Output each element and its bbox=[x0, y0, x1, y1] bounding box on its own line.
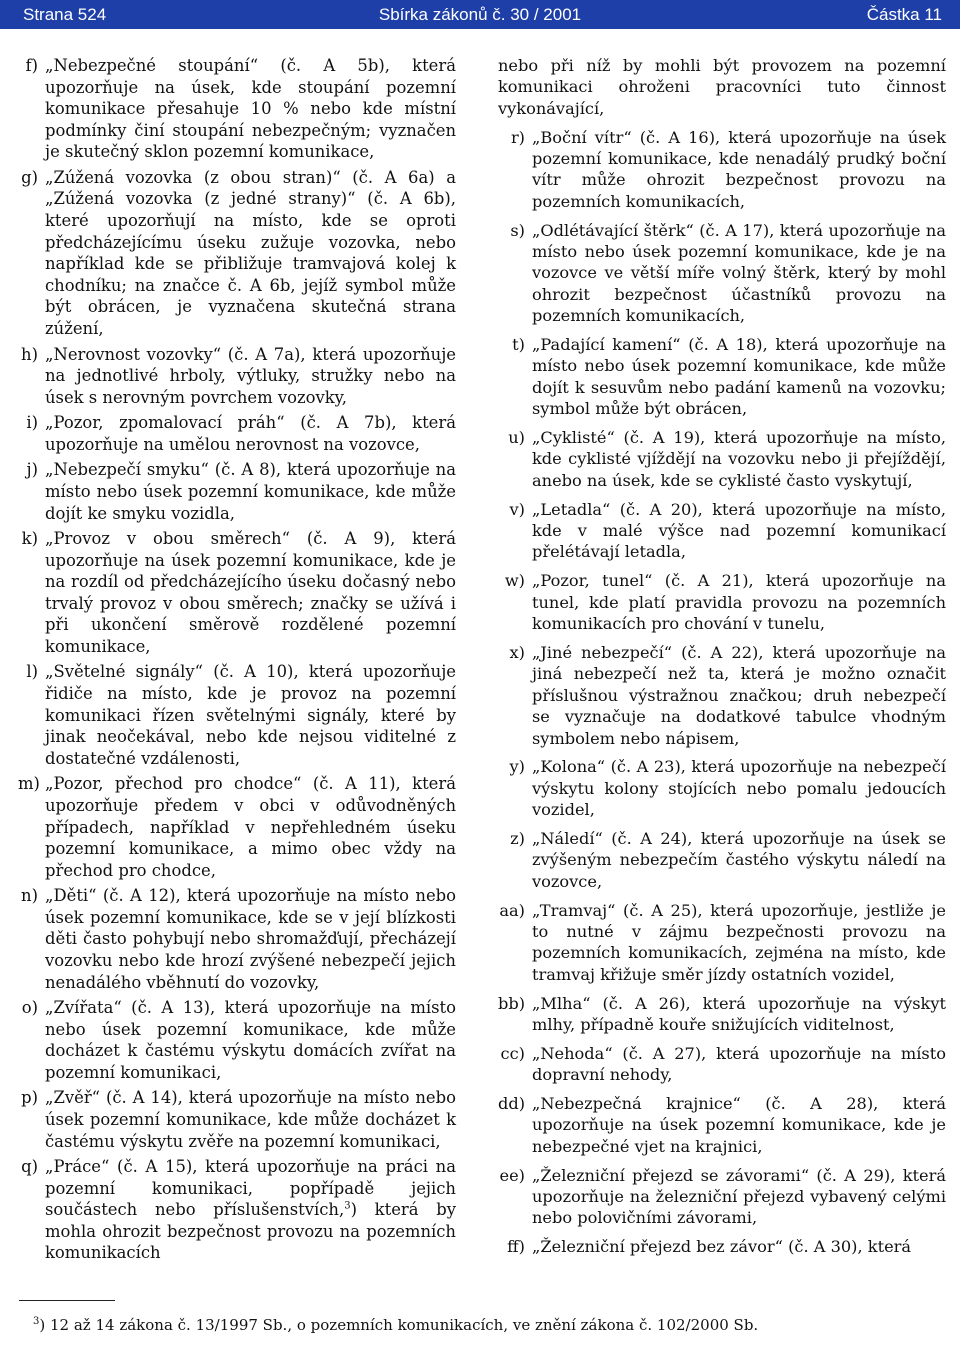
item-label: ee) bbox=[499, 1165, 525, 1185]
footnote-marker: 3 bbox=[33, 1316, 40, 1327]
item-text-part: „Práce“ (č. A 15), která upozorňuje na práci na pozemní komunikaci, popřípadě jejich součástech nebo příslušenstvích, bbox=[45, 1157, 456, 1220]
item-text: „Nebezpečí smyku“ (č. A 8), která upozorňuje na místo nebo úsek pozemní komunikace, kde může dojít ke smyku vozidla, bbox=[45, 460, 456, 523]
page-header bbox=[0, 0, 960, 29]
item-text: „Tramvaj“ (č. A 25), která upozorňuje, jestliže je to nutné v zájmu bezpečnosti provozu na pozemních komunikacích, zejména na místo, kde tramvaj křižuje směr jízdy ostatních vozidel, bbox=[532, 900, 946, 984]
list-item bbox=[498, 334, 946, 420]
page-number: Strana 524 bbox=[23, 5, 107, 24]
item-label: cc) bbox=[500, 1043, 525, 1063]
item-label: g) bbox=[21, 167, 38, 187]
item-text: „Letadla“ (č. A 20), která upozorňuje na místo, kde v malé výšce nad pozemní komunikací přelétávají letadla, bbox=[532, 499, 946, 562]
item-label: j) bbox=[26, 460, 38, 480]
item-text: „Nebezpečné stoupání“ (č. A 5b), která upozorňuje na úsek, kde stoupání pozemní komunikace přesahuje 10 % nebo kde místní podmínky činí stoupání nebezpečným; vyznačen je skutečný sklon pozemní komunikace, bbox=[45, 56, 456, 162]
item-text: „Železniční přejezd se závorami“ (č. A 29), která upozorňuje na železniční přejezd vybavený celými nebo polovičními závorami, bbox=[532, 1165, 946, 1228]
item-text: „Děti“ (č. A 12), která upozorňuje na místo nebo úsek pozemní komunikace, kde se v její blízkosti děti často pohybují nebo shromažďují, přecházejí vozovku nebo kde hrozí zvýšené nebezpečí jejich nenadálého vběhnutí do vozovky, bbox=[45, 886, 456, 992]
item-label: x) bbox=[509, 642, 525, 662]
item-label: v) bbox=[509, 499, 525, 519]
item-text: „Padající kamení“ (č. A 18), která upozorňuje na místo nebo úsek pozemní komunikace, kde může dojít k sesuvům nebo padání kamenů na vozovku; symbol může být obrácen, bbox=[532, 335, 946, 419]
list-item bbox=[498, 427, 946, 491]
list-item bbox=[18, 167, 456, 340]
list-item bbox=[18, 412, 456, 455]
footnote-text: ) 12 až 14 zákona č. 13/1997 Sb., o pozemních komunikacích, ve znění zákona č. 102/2000 Sb. bbox=[39, 1316, 759, 1334]
list-item bbox=[18, 997, 456, 1083]
right-column bbox=[498, 55, 946, 1258]
item-text: „Mlha“ (č. A 26), která upozorňuje na výskyt mlhy, případně kouře snižujících viditelnost, bbox=[532, 993, 946, 1034]
continuation-text: nebo při níž by mohli být provozem na pozemní komunikaci ohroženi pracovníci tuto činnost vykonávající, bbox=[498, 56, 946, 118]
item-text: „Zúžená vozovka (z obou stran)“ (č. A 6a) a „Zúžená vozovka (z jedné strany)“ (č. A 6b), které upozorňují na místo, kde se oproti předcházejícímu úseku zužuje vozovka, nebo například kde se přibližuje tramvajová kolej k chodníku; na značce č. A 6b, jejíž symbol může být obrácen, je vyznačena skutečná strana zúžení, bbox=[45, 167, 456, 339]
item-text: „Kolona“ (č. A 23), která upozorňuje na nebezpečí výskytu kolony stojících nebo pomalu jedoucích vozidel, bbox=[532, 757, 946, 820]
item-label: q) bbox=[21, 1157, 38, 1177]
item-label: h) bbox=[21, 344, 38, 364]
list-item bbox=[18, 773, 456, 881]
footnote bbox=[33, 1316, 758, 1334]
item-text: „Pozor, tunel“ (č. A 21), která upozorňuje na tunel, kde platí pravidla provozu na pozemních komunikacích pro chování v tunelu, bbox=[532, 571, 946, 634]
item-text: „Pozor, zpomalovací práh“ (č. A 7b), která upozorňuje na umělou nerovnost na vozovce, bbox=[45, 413, 456, 454]
left-column bbox=[18, 55, 456, 1264]
list-item bbox=[498, 900, 946, 986]
footnote-reference: 3 bbox=[344, 1200, 351, 1212]
item-label: z) bbox=[510, 828, 525, 848]
item-label: l) bbox=[26, 662, 38, 682]
item-text: „Cyklisté“ (č. A 19), která upozorňuje na místo, kde cyklisté vjíždějí na vozovku nebo ji přejíždějí, anebo na úsek, kde se cyklisté často vyskytují, bbox=[532, 428, 946, 490]
list-item bbox=[498, 642, 946, 749]
list-item bbox=[498, 1043, 946, 1086]
item-label: u) bbox=[508, 428, 525, 448]
item-text: „Nerovnost vozovky“ (č. A 7a), která upozorňuje na jednotlivé hrboly, výtluky, stružky nebo na úsek s nerovným povrchem vozovky, bbox=[45, 344, 456, 407]
item-label: o) bbox=[21, 998, 38, 1018]
item-label: r) bbox=[510, 127, 525, 147]
item-label: s) bbox=[510, 220, 525, 240]
item-text: „Zvěř“ (č. A 14), která upozorňuje na místo nebo úsek pozemní komunikace, kde může docházet k častému výskytu zvěře na pozemní komunikaci, bbox=[45, 1088, 456, 1151]
item-text: „Nehoda“ (č. A 27), která upozorňuje na místo dopravní nehody, bbox=[532, 1043, 946, 1085]
item-label: t) bbox=[512, 335, 525, 355]
list-item bbox=[498, 127, 946, 213]
item-label: p) bbox=[21, 1088, 38, 1108]
item-text-part: ) která by mohla ohrozit bezpečnost provozu na pozemních komunikacích bbox=[45, 1200, 456, 1263]
part-number: Částka 11 bbox=[866, 5, 942, 24]
item-label: aa) bbox=[499, 900, 525, 920]
list-item bbox=[18, 1156, 456, 1264]
item-label: k) bbox=[21, 529, 38, 548]
list-item bbox=[498, 220, 946, 327]
list-item bbox=[498, 756, 946, 820]
item-label: ff) bbox=[507, 1237, 525, 1257]
item-text: „Boční vítr“ (č. A 16), která upozorňuje na úsek pozemní komunikace, kde nenadálý prudký boční vítr může ohrozit bezpečnost provozu na pozemních komunikacích, bbox=[532, 127, 946, 211]
list-item bbox=[18, 661, 456, 769]
item-label: m) bbox=[18, 774, 40, 794]
item-label: n) bbox=[21, 886, 38, 906]
item-text: „Pozor, přechod pro chodce“ (č. A 11), která upozorňuje předem v obci v odůvodněných případech, například v nepřehledném úseku pozemní komunikace, a mimo obec vždy na přechod pro chodce, bbox=[45, 774, 456, 880]
list-item bbox=[18, 344, 456, 409]
item-label: bb) bbox=[498, 993, 526, 1013]
list-item bbox=[498, 828, 946, 892]
item-text: „Nebezpečná krajnice“ (č. A 28), která upozorňuje na úsek pozemní komunikace, kde je nebezpečné vjet na krajnici, bbox=[532, 1094, 946, 1156]
item-label: y) bbox=[509, 757, 525, 777]
list-item bbox=[498, 499, 946, 563]
list-item bbox=[498, 1236, 946, 1257]
item-text bbox=[45, 1156, 456, 1264]
item-text: „Světelné signály“ (č. A 10), která upozorňuje řidiče na místo, kde je provoz na pozemní komunikaci řízen světelnými signály, které by jinak neočekával, nebo kde nejsou viditelné z dostatečné vzdálenosti, bbox=[45, 662, 456, 768]
collection-title: Sbírka zákonů č. 30 / 2001 bbox=[378, 5, 582, 24]
item-label: w) bbox=[504, 571, 525, 591]
list-item bbox=[498, 993, 946, 1036]
list-item bbox=[18, 1087, 456, 1152]
list-item bbox=[18, 55, 456, 163]
item-text: „Zvířata“ (č. A 13), která upozorňuje na místo nebo úsek pozemní komunikace, kde může docházet k častému výskytu domácích zvířat na pozemní komunikaci, bbox=[45, 998, 456, 1082]
list-item bbox=[498, 1093, 946, 1157]
list-item bbox=[18, 528, 456, 658]
item-label: f) bbox=[25, 56, 38, 75]
item-text: „Odlétávající štěrk“ (č. A 17), která upozorňuje na místo nebo úsek pozemní komunikace, kde je na vozovce ve větší míře volný štěrk, který by mohl ohrozit bezpečnost účastníků provozu na pozemních komunikacích, bbox=[532, 220, 946, 326]
list-item bbox=[498, 570, 946, 634]
item-text: „Provoz v obou směrech“ (č. A 9), která upozorňuje na úsek pozemní komunikace, kde je na rozdíl od předcházejícího úseku dočasný nebo trvalý provoz v obou směrech; značky se užívá i při ukončení směrově rozdělené pozemní komunikace, bbox=[45, 529, 456, 656]
item-text: „Náledí“ (č. A 24), která upozorňuje na úsek se zvýšeným nebezpečím častého výskytu náledí na vozovce, bbox=[532, 828, 946, 891]
list-item bbox=[18, 459, 456, 524]
item-label: i) bbox=[26, 413, 38, 433]
list-item bbox=[18, 885, 456, 993]
list-item bbox=[498, 1165, 946, 1229]
item-label: dd) bbox=[498, 1094, 526, 1114]
item-text: „Jiné nebezpečí“ (č. A 22), která upozorňuje na jiná nebezpečí než ta, která je možno označit příslušnou výstražnou značkou; druh nebezpečí se vyznačuje na dodatkové tabulce vhodným symbolem nebo nápisem, bbox=[532, 642, 946, 748]
footnote-divider bbox=[19, 1300, 115, 1301]
item-text: „Železniční přejezd bez závor“ (č. A 30), která bbox=[532, 1237, 912, 1257]
